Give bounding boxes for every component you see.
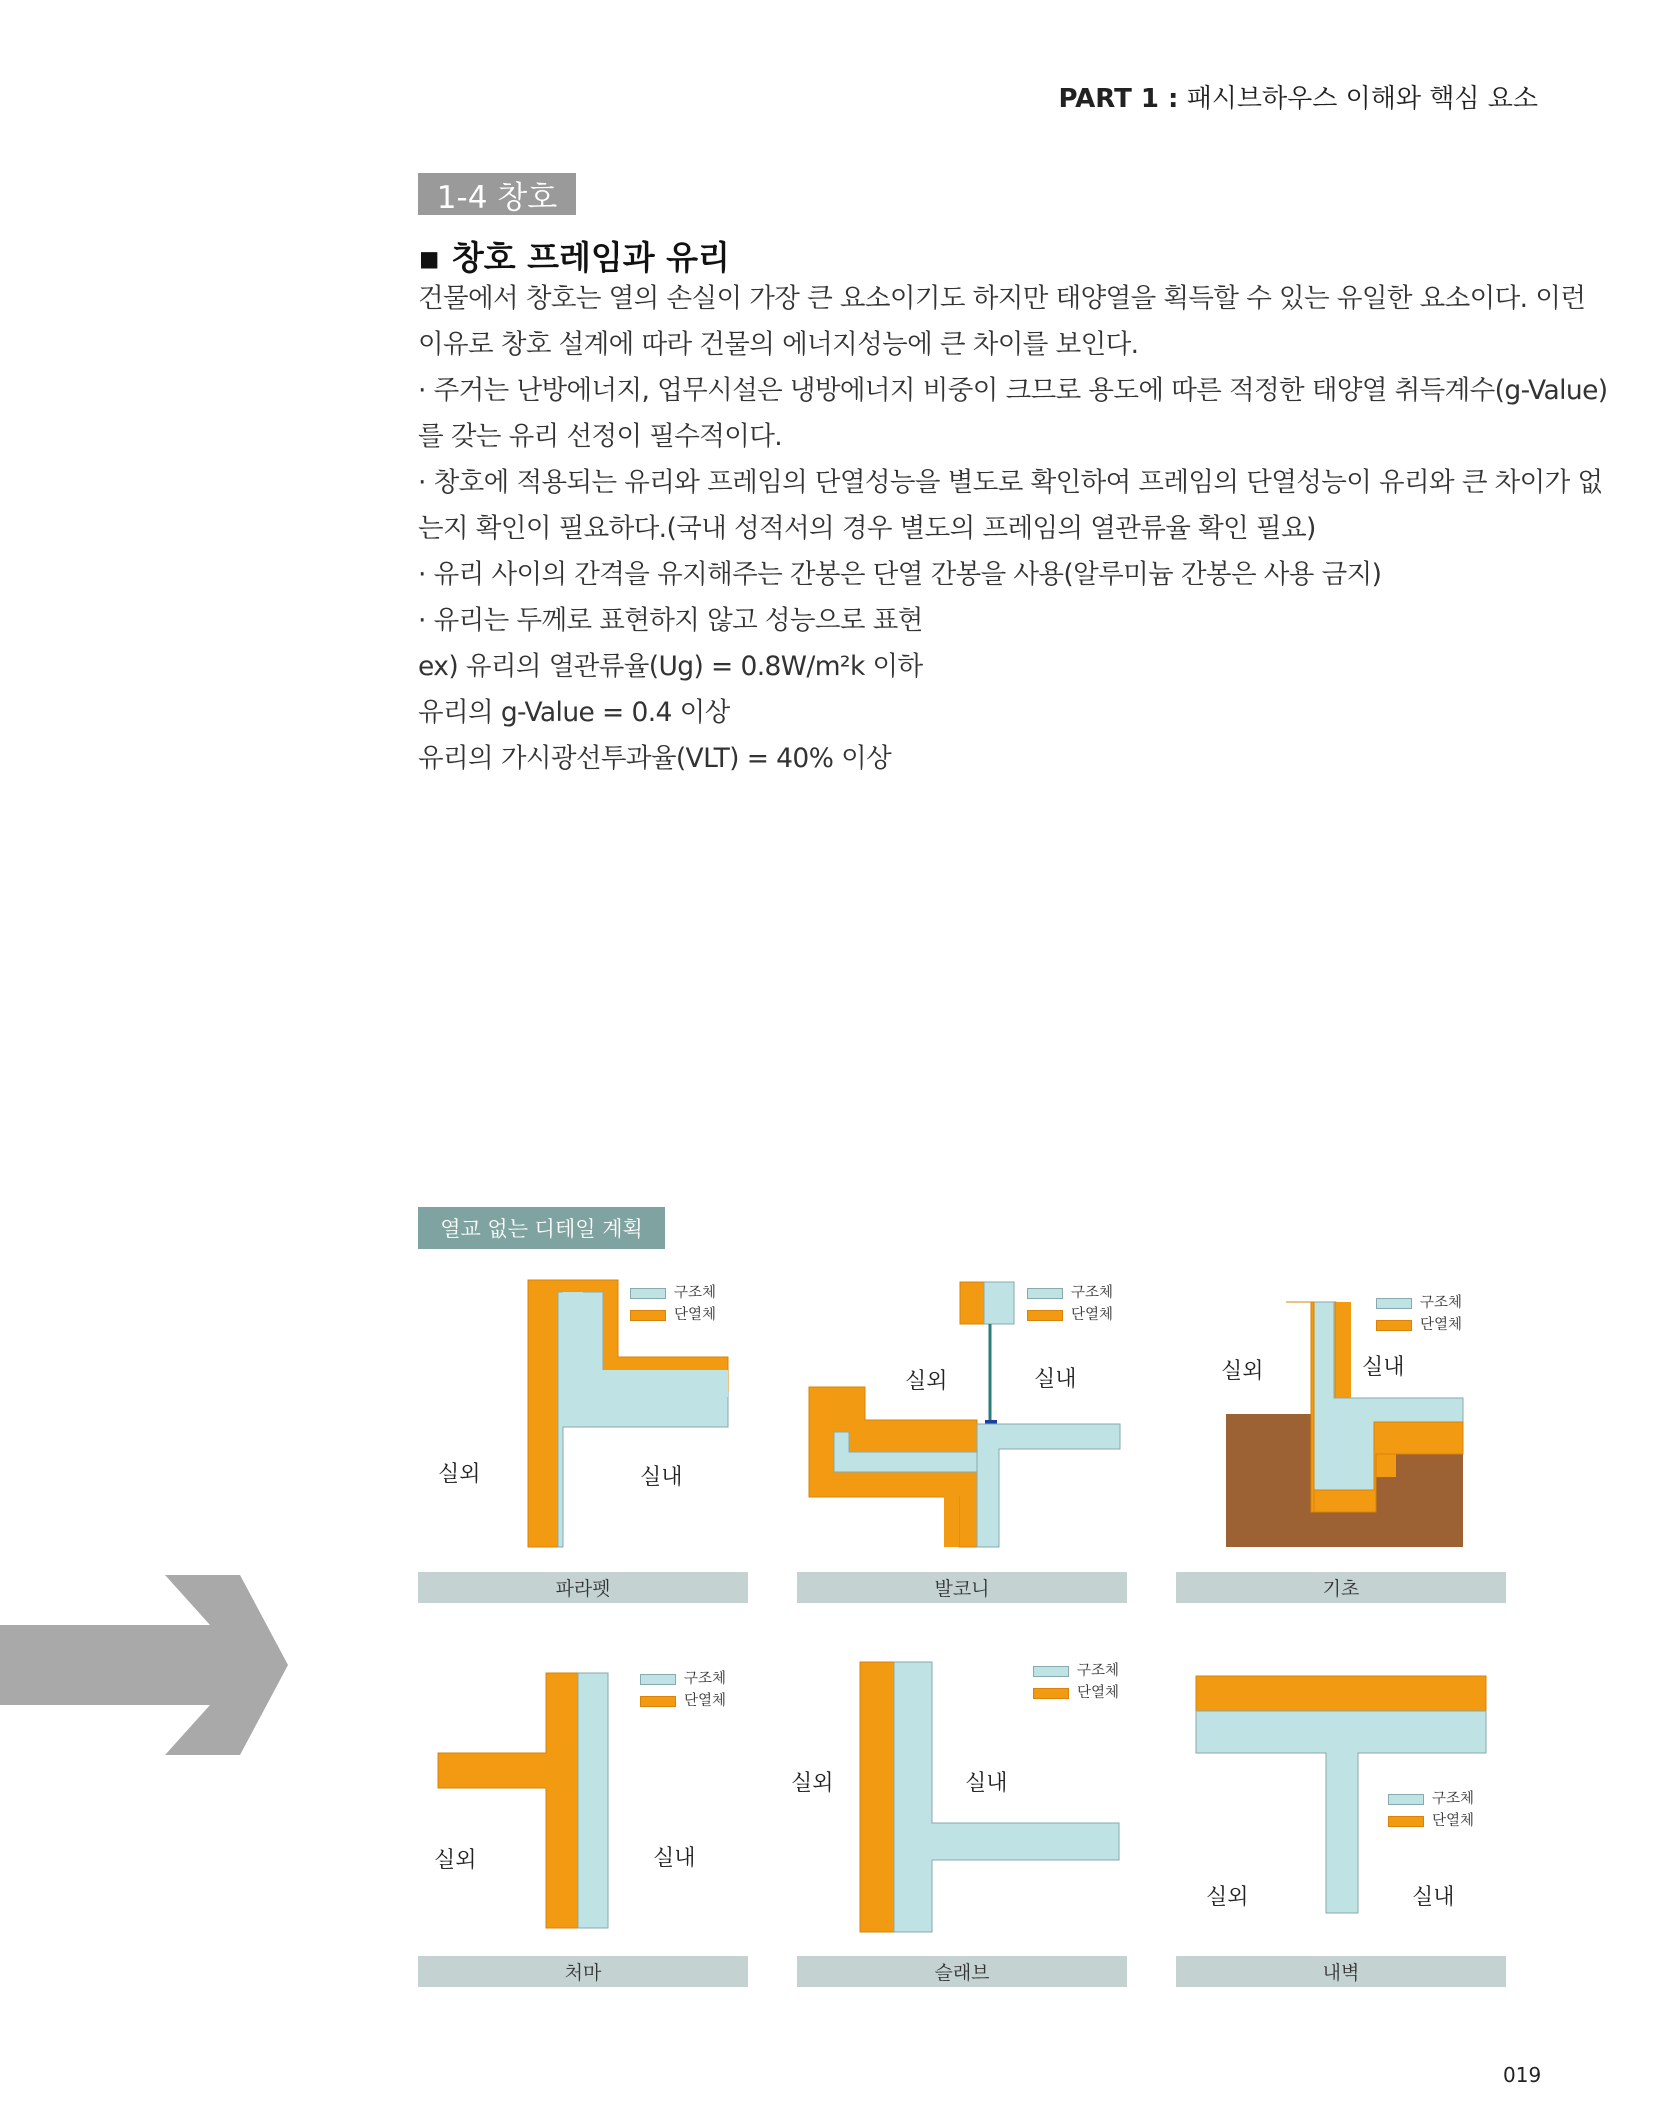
body-text [418,276,1608,782]
body-line: · 창호에 적용되는 유리와 프레임의 단열성능을 별도로 확인하여 프레임의 단열성능이 유리와 큰 차이가 없 [418,467,1603,498]
diagram-parapet [418,1262,748,1592]
page-number: 019 [1503,2063,1542,2087]
legend: 구조체 단열체 [1027,1282,1113,1326]
diagram-balcony [797,1262,1127,1592]
outside-label: 실외 [1221,1359,1264,1384]
outside-label: 실외 [438,1462,481,1487]
header-part: PART 1 : [1058,84,1179,114]
figure-tag: 열교 없는 디테일 계획 [418,1207,665,1249]
outside-label: 실외 [434,1848,477,1873]
body-line: ex) 유리의 열관류율(Ug) = 0.8W/m²k 이하 [418,651,923,682]
legend: 구조체 단열체 [1376,1292,1462,1336]
body-line: 는지 확인이 필요하다.(국내 성적서의 경우 별도의 프레임의 열관류율 확인 필요) [418,513,1316,544]
outside-label: 실외 [791,1771,834,1796]
body-line: 건물에서 창호는 열의 손실이 가장 큰 요소이기도 하지만 태양열을 획득할 수 있는 유일한 요소이다. 이런 [418,283,1586,314]
diagram-foundation [1176,1262,1506,1592]
insulation-swatch [1033,1688,1069,1699]
legend: 구조체 단열체 [1033,1660,1119,1704]
body-line: · 유리는 두께로 표현하지 않고 성능으로 표현 [418,605,923,636]
arrow-right-icon [0,1575,290,1755]
legend: 구조체 단열체 [630,1282,716,1326]
caption-parapet: 파라펫 [418,1572,748,1603]
running-header [1058,78,1538,115]
structure-swatch [1033,1666,1069,1677]
caption-eaves: 처마 [418,1956,748,1987]
insulation-swatch [1388,1816,1424,1827]
insulation-swatch [640,1696,676,1707]
header-title: 패시브하우스 이해와 핵심 요소 [1186,84,1538,114]
outside-label: 실외 [905,1369,948,1394]
inside-label: 실내 [653,1846,696,1871]
inside-label: 실내 [1034,1367,1077,1392]
insulation-swatch [630,1310,666,1321]
outside-label: 실외 [1206,1885,1249,1910]
diagram-interior-wall [1176,1648,1506,1978]
structure-swatch [640,1674,676,1685]
subtitle: ▪ 창호 프레임과 유리 [418,238,730,277]
body-line: 유리의 가시광선투과율(VLT) = 40% 이상 [418,743,892,774]
structure-swatch [1388,1794,1424,1805]
insulation-swatch [1027,1310,1063,1321]
inside-label: 실내 [1412,1885,1455,1910]
diagram-eaves [418,1648,748,1978]
structure-swatch [1027,1288,1063,1299]
body-line: 를 갖는 유리 선정이 필수적이다. [418,421,783,452]
body-line: 이유로 창호 설계에 따라 건물의 에너지성능에 큰 차이를 보인다. [418,329,1139,360]
body-line: 유리의 g-Value = 0.4 이상 [418,697,730,728]
section-tag: 1-4 창호 [418,173,576,215]
body-line: · 주거는 난방에너지, 업무시설은 냉방에너지 비중이 크므로 용도에 따른 적정한 태양열 취득계수(g-Value) [418,375,1608,406]
body-line: · 유리 사이의 간격을 유지해주는 간봉은 단열 간봉을 사용(알루미늄 간봉은 사용 금지) [418,559,1382,590]
caption-slab: 슬래브 [797,1956,1127,1987]
caption-balcony: 발코니 [797,1572,1127,1603]
structure-swatch [1376,1298,1412,1309]
insulation-swatch [1376,1320,1412,1331]
caption-foundation: 기초 [1176,1572,1506,1603]
legend: 구조체 단열체 [640,1668,726,1712]
diagram-slab [791,1648,1127,1978]
inside-label: 실내 [965,1771,1008,1796]
inside-label: 실내 [640,1465,683,1490]
structure-swatch [630,1288,666,1299]
inside-label: 실내 [1362,1355,1405,1380]
legend: 구조체 단열체 [1388,1788,1474,1832]
caption-interior-wall: 내벽 [1176,1956,1506,1987]
